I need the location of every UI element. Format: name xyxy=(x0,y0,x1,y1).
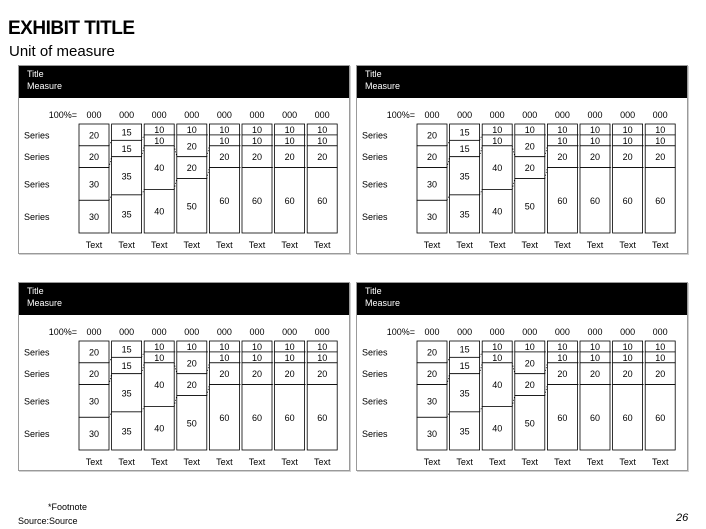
data-label: 10 xyxy=(284,341,295,352)
panel-measure: Measure xyxy=(27,298,63,308)
data-label: 30 xyxy=(88,396,100,407)
data-label: 10 xyxy=(589,124,601,135)
total-label: 100%= xyxy=(48,327,77,337)
total-value: 000 xyxy=(652,327,668,337)
series-label: Series xyxy=(24,130,50,141)
data-label: 20 xyxy=(251,369,263,380)
total-label: 100%= xyxy=(386,110,415,120)
data-label: 20 xyxy=(88,130,100,141)
data-label: 10 xyxy=(589,352,601,363)
data-label: 10 xyxy=(492,341,503,352)
total-value: 000 xyxy=(184,327,200,337)
total-value: 000 xyxy=(119,327,135,337)
stacked-bar-chart xyxy=(357,315,687,470)
panel-title: Title xyxy=(27,286,44,296)
data-label: 10 xyxy=(284,352,295,363)
panel-title: Title xyxy=(365,69,382,79)
series-label: Series xyxy=(24,396,50,407)
data-label: 30 xyxy=(426,396,438,407)
data-label: 60 xyxy=(655,195,666,206)
total-value: 000 xyxy=(282,110,298,120)
category-label: Text xyxy=(423,240,441,250)
data-label: 60 xyxy=(622,195,633,206)
data-label: 15 xyxy=(121,127,132,138)
data-label: 20 xyxy=(251,152,263,163)
total-value: 000 xyxy=(184,110,200,120)
data-label: 10 xyxy=(589,341,601,352)
stacked-bar-chart xyxy=(19,315,349,470)
data-label: 40 xyxy=(154,206,165,217)
data-label: 10 xyxy=(557,341,568,352)
total-value: 000 xyxy=(249,110,265,120)
data-label: 20 xyxy=(622,369,633,380)
total-value: 000 xyxy=(424,327,440,337)
total-value: 000 xyxy=(522,327,538,337)
data-label: 20 xyxy=(589,369,601,380)
series-label: Series xyxy=(362,429,388,440)
total-value: 000 xyxy=(282,327,298,337)
data-label: 10 xyxy=(655,135,666,146)
data-label: 10 xyxy=(492,124,503,135)
category-label: Text xyxy=(488,457,506,467)
page-number: 26 xyxy=(676,512,689,524)
data-label: 20 xyxy=(426,152,438,163)
data-label: 60 xyxy=(219,195,230,206)
data-label: 20 xyxy=(426,130,438,141)
data-label: 20 xyxy=(317,152,328,163)
data-label: 60 xyxy=(622,412,633,423)
total-value: 000 xyxy=(554,327,570,337)
data-label: 10 xyxy=(154,341,165,352)
category-label: Text xyxy=(586,240,604,250)
total-value: 000 xyxy=(86,110,102,120)
data-label: 20 xyxy=(219,369,230,380)
data-label: 20 xyxy=(186,380,197,391)
data-label: 20 xyxy=(219,152,230,163)
category-label: Text xyxy=(651,240,669,250)
total-value: 000 xyxy=(587,110,603,120)
data-label: 20 xyxy=(557,369,568,380)
series-label: Series xyxy=(362,179,388,190)
total-value: 000 xyxy=(424,110,440,120)
data-label: 10 xyxy=(251,135,263,146)
data-label: 10 xyxy=(186,124,197,135)
data-label: 60 xyxy=(589,195,601,206)
data-label: 15 xyxy=(459,127,470,138)
data-label: 40 xyxy=(154,423,165,434)
data-label: 50 xyxy=(186,201,197,212)
data-label: 20 xyxy=(426,369,438,380)
data-label: 10 xyxy=(492,135,503,146)
data-label: 10 xyxy=(317,352,328,363)
panel-header xyxy=(357,66,687,98)
series-label: Series xyxy=(24,212,50,223)
data-label: 20 xyxy=(655,152,666,163)
data-label: 15 xyxy=(459,144,470,155)
data-label: 20 xyxy=(524,163,535,174)
category-label: Text xyxy=(456,457,473,467)
data-label: 30 xyxy=(426,179,438,190)
data-label: 10 xyxy=(524,341,535,352)
data-label: 10 xyxy=(557,124,568,135)
data-label: 10 xyxy=(655,352,666,363)
data-label: 10 xyxy=(557,135,568,146)
data-label: 50 xyxy=(524,201,535,212)
data-label: 10 xyxy=(622,341,633,352)
data-label: 10 xyxy=(622,135,633,146)
category-label: Text xyxy=(521,457,539,467)
data-label: 20 xyxy=(317,369,328,380)
panel-header xyxy=(357,283,687,315)
exhibit-title: EXHIBIT TITLE xyxy=(8,18,135,39)
data-label: 20 xyxy=(186,358,197,369)
data-label: 30 xyxy=(88,429,100,440)
data-label: 60 xyxy=(655,412,666,423)
data-label: 20 xyxy=(524,141,535,152)
data-label: 20 xyxy=(186,163,197,174)
series-label: Series xyxy=(362,152,388,163)
panel-measure: Measure xyxy=(365,81,401,91)
series-label: Series xyxy=(362,347,388,358)
series-label: Series xyxy=(24,429,50,440)
data-label: 10 xyxy=(622,124,633,135)
total-label: 100%= xyxy=(386,327,415,337)
data-label: 10 xyxy=(492,352,503,363)
data-label: 60 xyxy=(317,412,328,423)
data-label: 15 xyxy=(121,344,132,355)
data-label: 10 xyxy=(317,135,328,146)
data-label: 30 xyxy=(426,429,438,440)
data-label: 60 xyxy=(284,195,295,206)
panel-measure: Measure xyxy=(365,298,401,308)
series-label: Series xyxy=(24,347,50,358)
data-label: 20 xyxy=(88,152,100,163)
series-label: Series xyxy=(362,396,388,407)
category-label: Text xyxy=(85,240,103,250)
series-label: Series xyxy=(362,212,388,223)
total-value: 000 xyxy=(620,327,636,337)
data-label: 10 xyxy=(622,352,633,363)
total-value: 000 xyxy=(216,327,232,337)
category-label: Text xyxy=(85,457,103,467)
chart-panel-top-right xyxy=(356,65,688,254)
series-label: Series xyxy=(362,369,388,380)
data-label: 10 xyxy=(317,124,328,135)
chart-panel-top-left xyxy=(18,65,350,254)
panel-title: Title xyxy=(27,69,44,79)
panel-header xyxy=(19,66,349,98)
source-note: Source:Source xyxy=(18,516,78,526)
data-label: 60 xyxy=(251,195,263,206)
data-label: 10 xyxy=(557,352,568,363)
data-label: 30 xyxy=(426,212,438,223)
category-label: Text xyxy=(216,457,233,467)
total-value: 000 xyxy=(314,327,330,337)
category-label: Text xyxy=(619,240,636,250)
data-label: 10 xyxy=(251,341,263,352)
data-label: 10 xyxy=(219,352,230,363)
data-label: 35 xyxy=(121,171,132,182)
data-label: 20 xyxy=(88,369,100,380)
data-label: 10 xyxy=(589,135,601,146)
total-value: 000 xyxy=(489,110,505,120)
data-label: 15 xyxy=(459,344,470,355)
data-label: 20 xyxy=(88,347,100,358)
data-label: 10 xyxy=(524,124,535,135)
total-value: 000 xyxy=(314,110,330,120)
data-label: 40 xyxy=(492,206,503,217)
data-label: 40 xyxy=(492,163,503,174)
category-label: Text xyxy=(488,240,506,250)
data-label: 20 xyxy=(655,369,666,380)
stacked-bar-chart xyxy=(357,98,687,253)
data-label: 35 xyxy=(459,209,470,220)
data-label: 60 xyxy=(284,412,295,423)
data-label: 20 xyxy=(524,380,535,391)
stacked-bar-chart xyxy=(19,98,349,253)
data-label: 35 xyxy=(459,388,470,399)
total-value: 000 xyxy=(489,327,505,337)
data-label: 10 xyxy=(186,341,197,352)
data-label: 10 xyxy=(219,124,230,135)
data-label: 10 xyxy=(219,135,230,146)
chart-panel-bottom-right xyxy=(356,282,688,471)
category-label: Text xyxy=(118,457,135,467)
total-value: 000 xyxy=(457,327,473,337)
data-label: 10 xyxy=(154,352,165,363)
total-value: 000 xyxy=(249,327,265,337)
category-label: Text xyxy=(183,457,201,467)
data-label: 15 xyxy=(121,361,132,372)
data-label: 40 xyxy=(154,163,165,174)
data-label: 10 xyxy=(655,124,666,135)
data-label: 10 xyxy=(154,135,165,146)
series-label: Series xyxy=(24,179,50,190)
data-label: 20 xyxy=(557,152,568,163)
category-label: Text xyxy=(456,240,473,250)
category-label: Text xyxy=(248,457,266,467)
category-label: Text xyxy=(183,240,201,250)
category-label: Text xyxy=(150,457,168,467)
data-label: 35 xyxy=(121,209,132,220)
total-value: 000 xyxy=(587,327,603,337)
data-label: 50 xyxy=(186,418,197,429)
data-label: 20 xyxy=(284,369,295,380)
data-label: 60 xyxy=(589,412,601,423)
total-value: 000 xyxy=(652,110,668,120)
total-value: 000 xyxy=(151,110,167,120)
category-label: Text xyxy=(281,240,298,250)
category-label: Text xyxy=(554,457,571,467)
total-value: 000 xyxy=(522,110,538,120)
data-label: 30 xyxy=(88,179,100,190)
unit-of-measure: Unit of measure xyxy=(9,43,115,60)
data-label: 20 xyxy=(524,358,535,369)
category-label: Text xyxy=(651,457,669,467)
data-label: 20 xyxy=(284,152,295,163)
data-label: 10 xyxy=(251,352,263,363)
category-label: Text xyxy=(313,240,331,250)
data-label: 10 xyxy=(154,124,165,135)
category-label: Text xyxy=(619,457,636,467)
category-label: Text xyxy=(216,240,233,250)
total-value: 000 xyxy=(620,110,636,120)
data-label: 60 xyxy=(557,195,568,206)
data-label: 35 xyxy=(459,426,470,437)
panel-measure: Measure xyxy=(27,81,63,91)
series-label: Series xyxy=(362,130,388,141)
data-label: 10 xyxy=(251,124,263,135)
panel-header xyxy=(19,283,349,315)
category-label: Text xyxy=(586,457,604,467)
data-label: 40 xyxy=(154,380,165,391)
data-label: 20 xyxy=(426,347,438,358)
total-value: 000 xyxy=(86,327,102,337)
total-value: 000 xyxy=(457,110,473,120)
data-label: 60 xyxy=(219,412,230,423)
category-label: Text xyxy=(150,240,168,250)
category-label: Text xyxy=(248,240,266,250)
series-label: Series xyxy=(24,369,50,380)
data-label: 10 xyxy=(317,341,328,352)
data-label: 60 xyxy=(557,412,568,423)
footnote: *Footnote xyxy=(48,502,88,512)
category-label: Text xyxy=(281,457,298,467)
data-label: 60 xyxy=(251,412,263,423)
data-label: 15 xyxy=(459,361,470,372)
data-label: 35 xyxy=(121,426,132,437)
data-label: 30 xyxy=(88,212,100,223)
data-label: 20 xyxy=(589,152,601,163)
panel-title: Title xyxy=(365,286,382,296)
category-label: Text xyxy=(118,240,135,250)
data-label: 50 xyxy=(524,418,535,429)
total-value: 000 xyxy=(554,110,570,120)
total-label: 100%= xyxy=(48,110,77,120)
category-label: Text xyxy=(423,457,441,467)
data-label: 40 xyxy=(492,380,503,391)
total-value: 000 xyxy=(216,110,232,120)
data-label: 10 xyxy=(655,341,666,352)
chart-panel-bottom-left xyxy=(18,282,350,471)
data-label: 40 xyxy=(492,423,503,434)
data-label: 35 xyxy=(459,171,470,182)
data-label: 35 xyxy=(121,388,132,399)
category-label: Text xyxy=(313,457,331,467)
category-label: Text xyxy=(521,240,539,250)
data-label: 15 xyxy=(121,144,132,155)
category-label: Text xyxy=(554,240,571,250)
total-value: 000 xyxy=(151,327,167,337)
data-label: 10 xyxy=(284,124,295,135)
data-label: 10 xyxy=(284,135,295,146)
total-value: 000 xyxy=(119,110,135,120)
data-label: 20 xyxy=(186,141,197,152)
series-label: Series xyxy=(24,152,50,163)
data-label: 10 xyxy=(219,341,230,352)
data-label: 20 xyxy=(622,152,633,163)
data-label: 60 xyxy=(317,195,328,206)
